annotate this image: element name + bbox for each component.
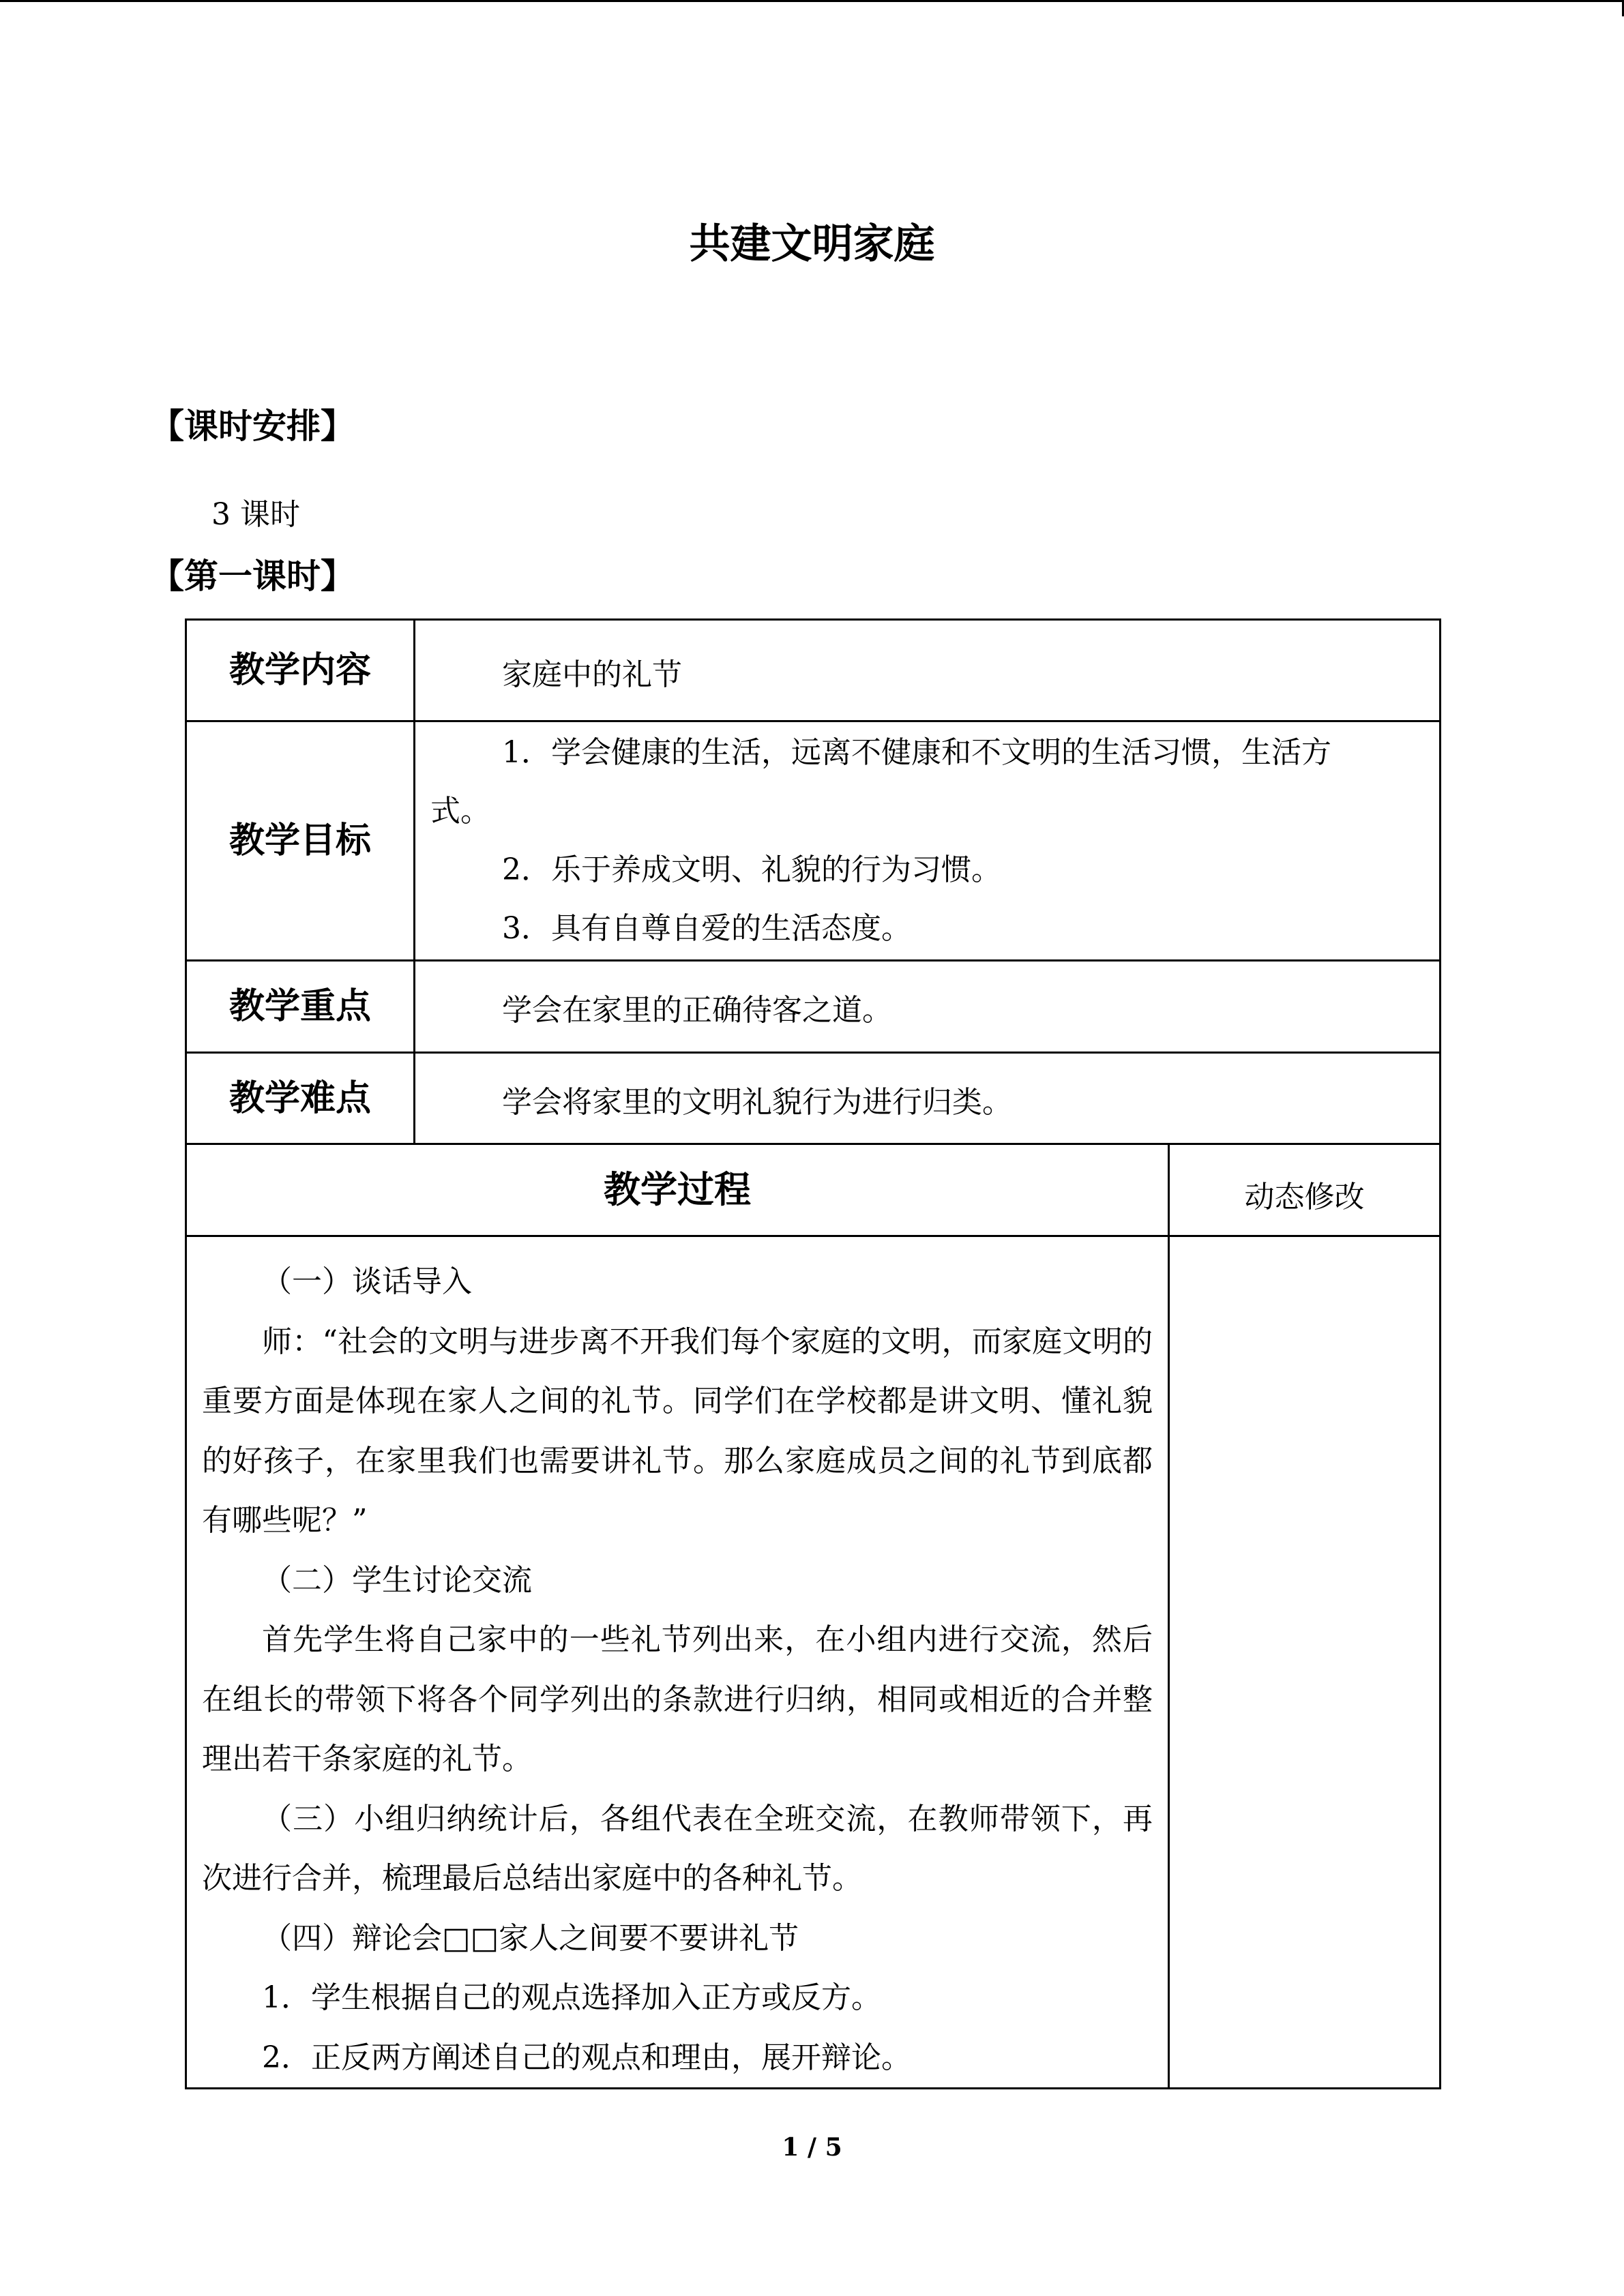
- key-point-cell: [415, 961, 1441, 1053]
- key-point-value: 学会在家里的正确待客之道。: [502, 993, 892, 1028]
- goal-item-continued: 式。: [430, 794, 490, 829]
- process-paragraph: 1．学生根据自己的观点选择加入正方或反方。: [262, 1980, 881, 2015]
- difficulty-value: 学会将家里的文明礼貌行为进行归类。: [502, 1084, 1012, 1120]
- content-value-cell: [415, 620, 1441, 721]
- dynamic-revision-cell: [1169, 1236, 1441, 2089]
- process-body: [186, 1236, 1169, 2089]
- schedule-value: 3 课时: [211, 497, 300, 532]
- schedule-heading: 【课时安排】: [150, 406, 355, 446]
- difficulty-label: 教学难点: [186, 1053, 415, 1144]
- top-border-line: [0, 0, 1624, 2]
- content-value: 家庭中的礼节: [502, 657, 682, 692]
- lesson-heading: 【第一课时】: [150, 556, 355, 596]
- goal-item: 1．学会健康的生活，远离不健康和不文明的生活习惯，生活方: [502, 735, 1331, 770]
- process-paragraph: 首先学生将自己家中的一些礼节列出来，在小组内进行交流，然后在组长的带领下将各个同学列出的条款进行归纳，相同或相近的合并整理出若干条家庭的礼节。: [202, 1622, 1153, 1776]
- goal-item: 3．具有自尊自爱的生活态度。: [502, 911, 911, 946]
- key-point-label: 教学重点: [186, 961, 415, 1053]
- page-number: 1 / 5: [782, 2133, 842, 2162]
- process-paragraph: （一）谈话导入: [262, 1264, 472, 1299]
- row-key-point: [186, 961, 1441, 1053]
- row-content: [186, 620, 1441, 721]
- row-process-header: [186, 1144, 1441, 1236]
- content-label: 教学内容: [186, 620, 415, 721]
- row-difficulty: [186, 1053, 1441, 1144]
- goals-cell: [415, 721, 1441, 961]
- process-paragraph: 师：“社会的文明与进步离不开我们每个家庭的文明，而家庭文明的重要方面是体现在家人之间的礼节。同学们在学校都是讲文明、懂礼貌的好孩子，在家里我们也需要讲礼节。那么家庭成员之间的礼节到底都有哪些呢？”: [202, 1324, 1153, 1538]
- process-paragraph: （四）辩论会□□家人之间要不要讲礼节: [262, 1920, 799, 1956]
- row-goals: [186, 721, 1441, 961]
- process-header: 教学过程: [186, 1144, 1169, 1236]
- row-process-body: [186, 1236, 1441, 2089]
- dynamic-revision-label: 动态修改: [1244, 1180, 1365, 1214]
- goal-item: 2．乐于养成文明、礼貌的行为习惯。: [502, 852, 1001, 887]
- lesson-plan-table: [185, 618, 1441, 2089]
- process-paragraph: （三）小组归纳统计后，各组代表在全班交流，在教师带领下，再次进行合并，梳理最后总结出家庭中的各种礼节。: [202, 1801, 1153, 1896]
- goals-label: 教学目标: [186, 721, 415, 961]
- process-paragraph: （二）学生讨论交流: [262, 1562, 532, 1598]
- difficulty-cell: [415, 1053, 1441, 1144]
- process-paragraph: 2．正反两方阐述自己的观点和理由，展开辩论。: [262, 2040, 911, 2075]
- dynamic-revision-header: [1169, 1144, 1441, 1236]
- page-title: 共建文明家庭: [689, 220, 935, 268]
